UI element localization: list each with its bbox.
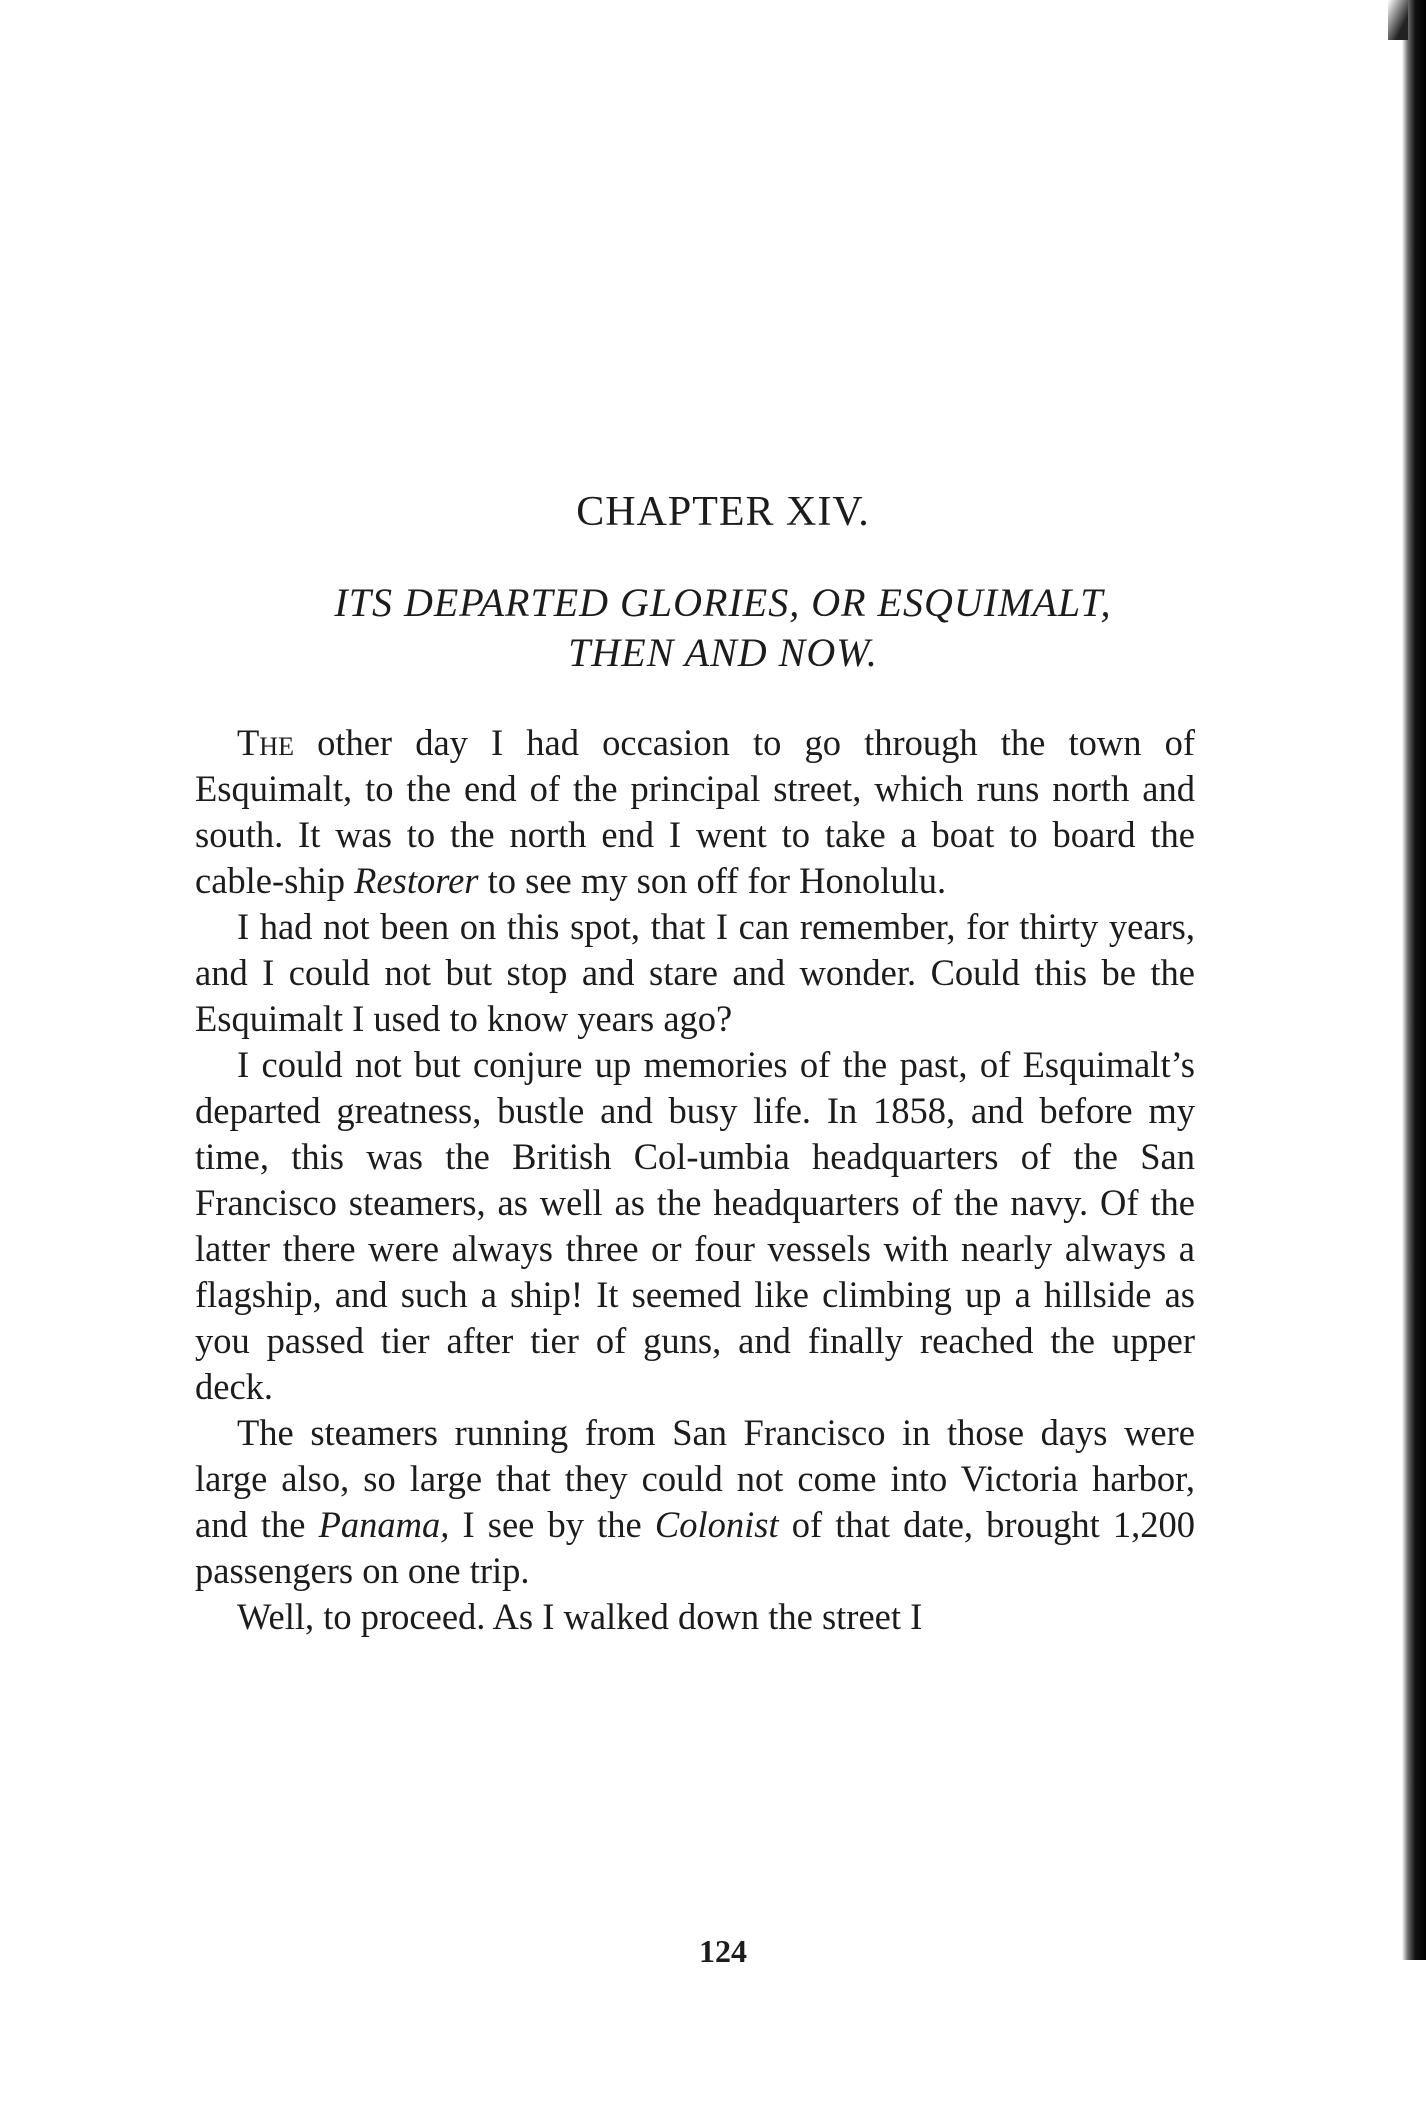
paragraph-1-dropcap: The: [237, 722, 294, 763]
paragraph-2: I had not been on this spot, that I can remember, for thirty years, and I could not but stop and stare and wonder. Could this be the Esquimalt I used to know years ago?: [195, 906, 1195, 1039]
paragraph-4: [195, 1410, 1195, 1594]
page-corner-shadow: [1388, 0, 1408, 40]
paragraph-4-text-c: of that date, brought 1,200 passengers on one trip.: [195, 1504, 1195, 1591]
ship-name-panama: Panama,: [318, 1504, 450, 1545]
page-edge-shadow: [1402, 0, 1426, 1960]
paragraph-4-text-a: The steamers running from San Francisco in those days were large also, so large that they could not come into Victoria harbor, and the: [195, 1412, 1195, 1545]
page-number: 124: [699, 1933, 747, 1969]
ship-name-restorer: Restorer: [354, 860, 479, 901]
paragraph-5: Well, to proceed. As I walked down the street I: [237, 1596, 923, 1637]
chapter-subtitle-line-1: ITS DEPARTED GLORIES, OR ESQUIMALT,: [334, 580, 1112, 625]
paragraph-1: [195, 720, 1195, 904]
paragraph-4-text-b: I see by the: [449, 1504, 655, 1545]
paragraph-3: I could not but conjure up memories of the past, of Esquimalt’s departed greatness, bustle and busy life. In 1858, and before my time, this was the British Col-umbia headquarters of the San Francisco steamers, as well as the headquarters of the navy. Of the latter there were always three or four vessels with nearly always a flagship, and such a ship! It seemed like climbing up a hillside as you passed tier after tier of guns, and finally reached the upper deck.: [195, 1044, 1195, 1407]
paragraph-1-text-a: other day I had occasion to go through the town of Esquimalt, to the end of the principal street, which runs north and south. It was to the north end I went to take a boat to board the cable-ship: [195, 722, 1195, 901]
chapter-subtitle-line-2: THEN AND NOW.: [568, 630, 878, 675]
chapter-body: [195, 720, 1195, 1640]
paragraph-1-text-b: to see my son off for Honolulu.: [478, 860, 947, 901]
chapter-subtitle: [0, 578, 1426, 678]
chapter-heading: CHAPTER XIV.: [576, 489, 870, 535]
newspaper-name-colonist: Colonist: [654, 1504, 779, 1545]
